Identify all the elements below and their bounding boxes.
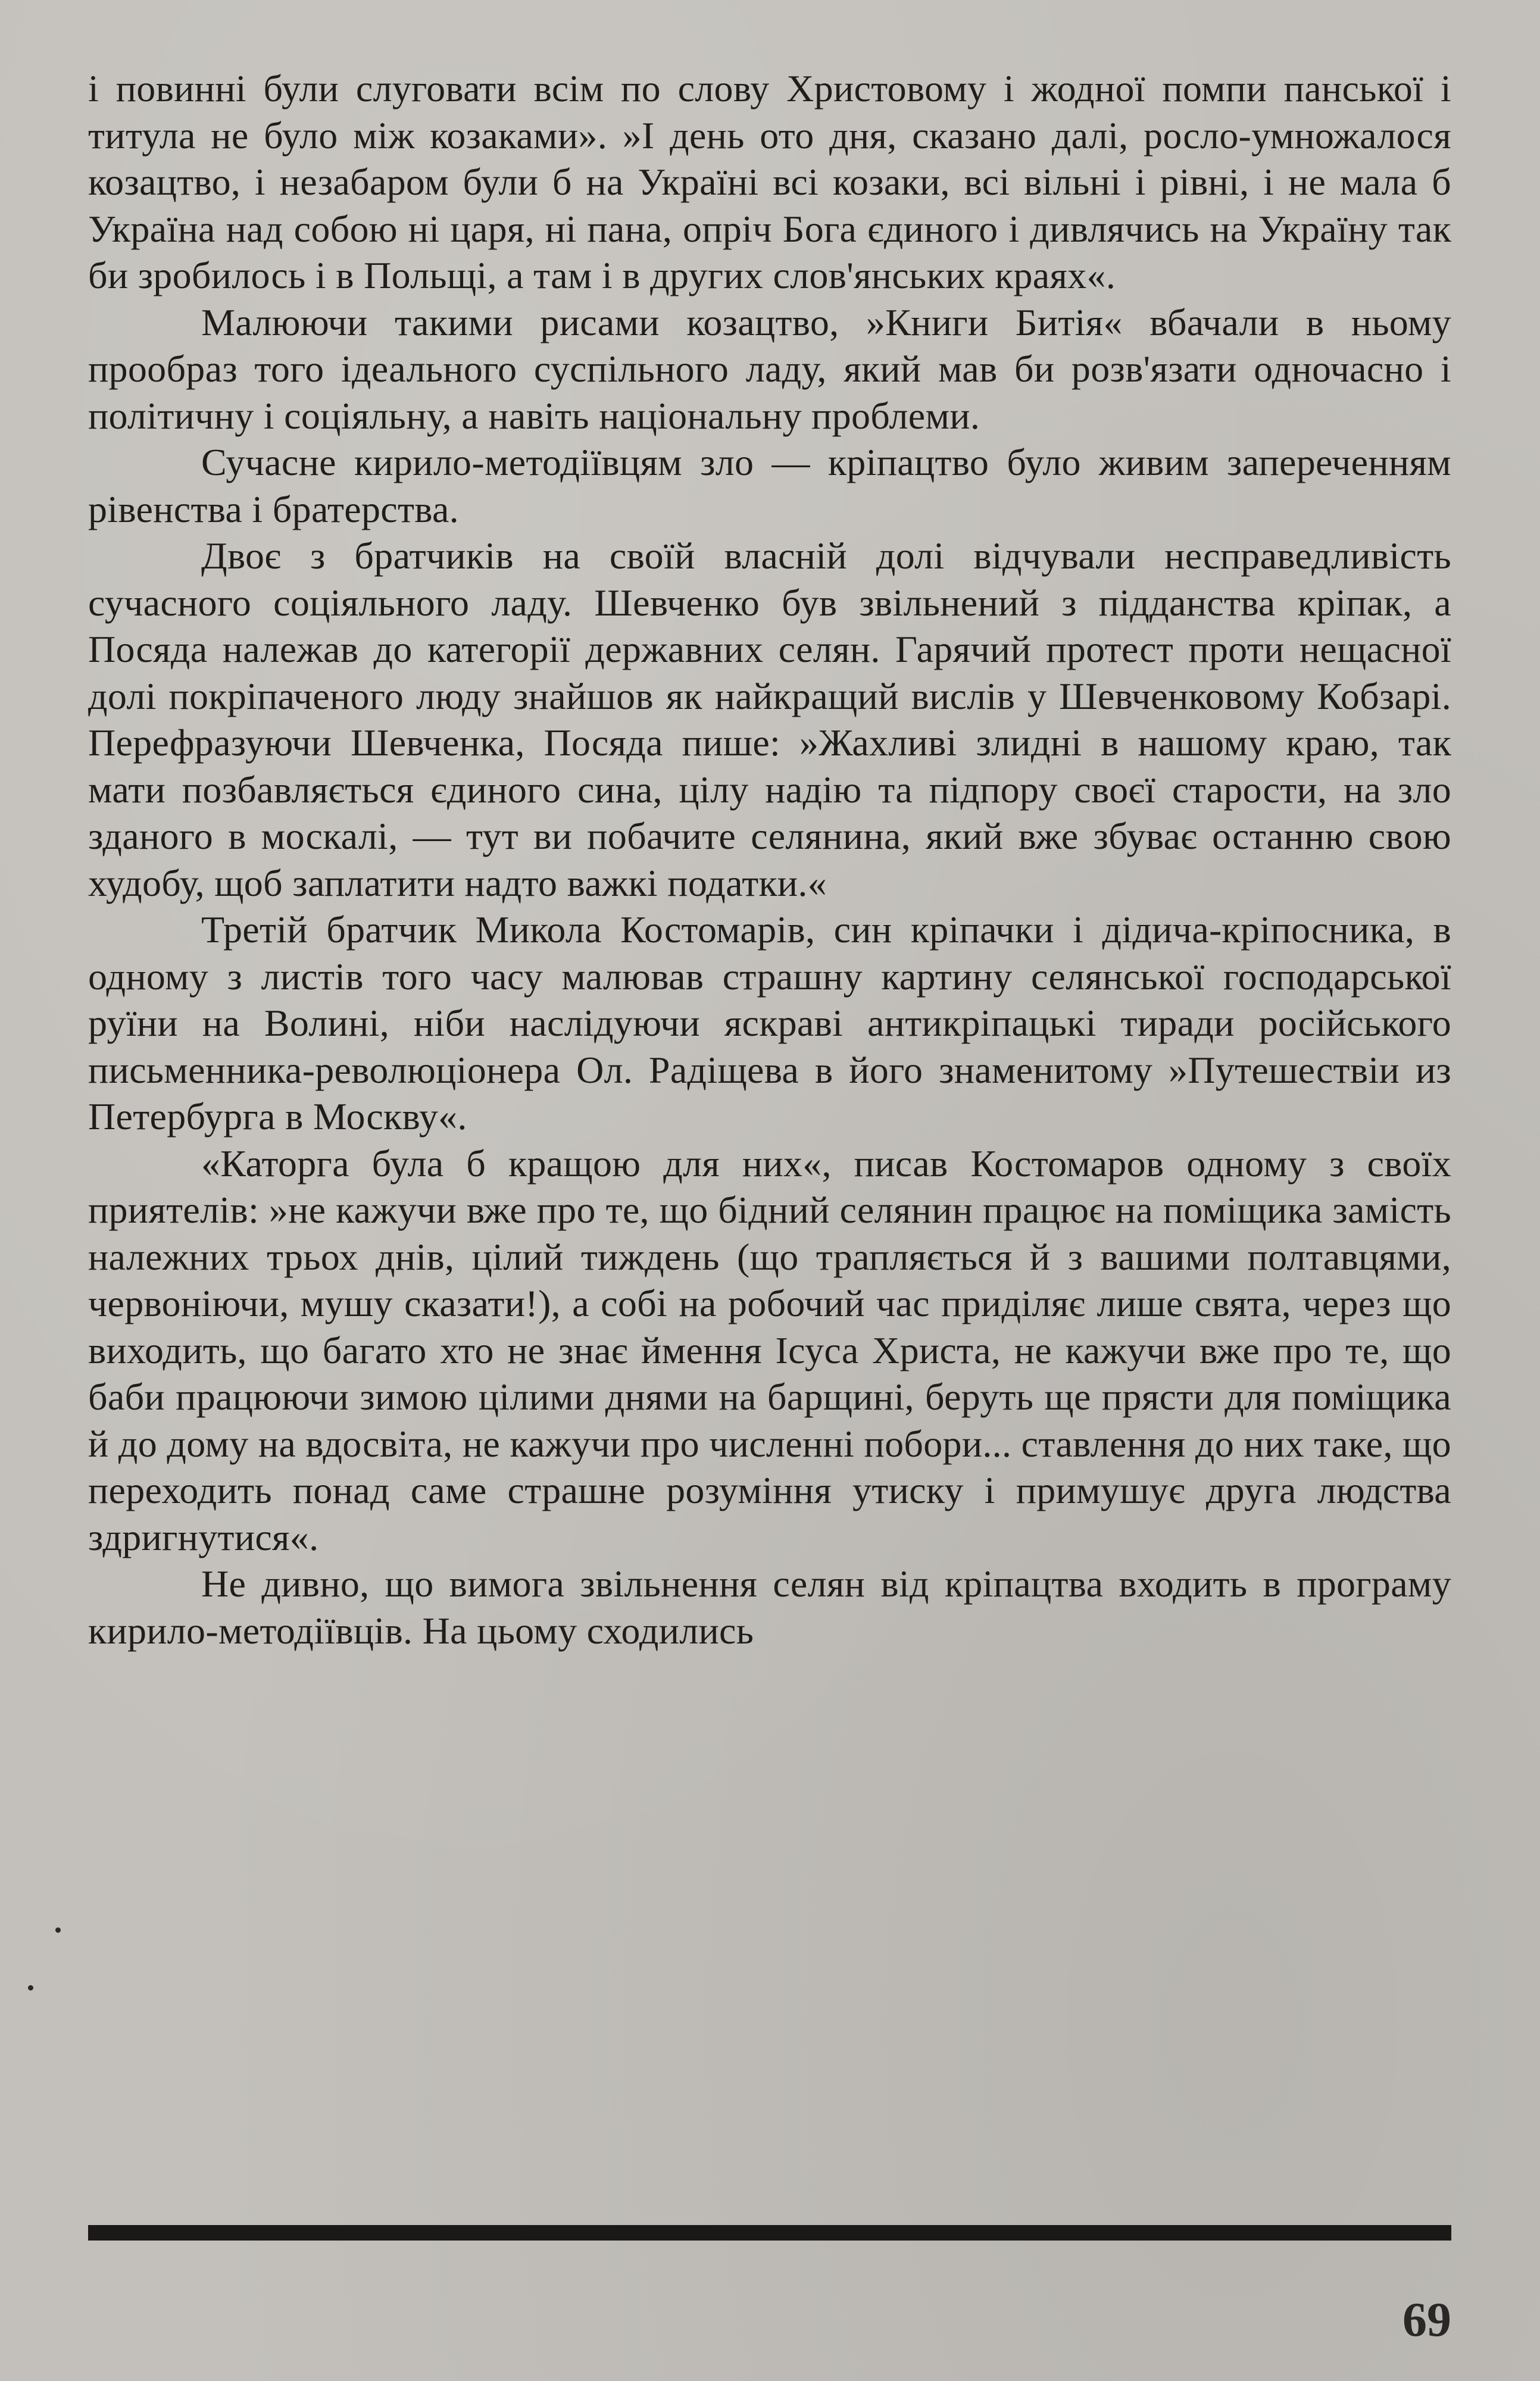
print-speck <box>55 1927 61 1933</box>
paragraph-4: Двоє з братчиків на своїй власній долі відчували несправедливість сучасного соціяльного ладу. Шевченко був звільнений з підданства кріпак, а Посяда належав до категорії державних селян. Гарячий протест проти нещасної долі покріпаченого люду знайшов як найкращий вислів у Шевченковому Кобзарі. Перефразуючи Шевченка, Посяда пише: »Жахливі злидні в нашому краю, так мати позбавляється єдиного сина, цілу надію та підпору своєї старости, на зло зданого в москалі, — тут ви побачите селянина, який вже збуває останню свою худобу, щоб заплатити надто важкі податки.« <box>88 535 1451 904</box>
bottom-rule-divider <box>88 2225 1451 2241</box>
paragraph-7: Не дивно, що вимога звільнення селян від кріпацтва входить в програму кирило-методіївців. На цьому сходились <box>88 1563 1451 1652</box>
body-text <box>88 65 1451 1654</box>
page-number: 69 <box>1402 2292 1451 2346</box>
paragraph-1: і повинні були слуговати всім по слову Христовому і жодної помпи панської і титула не було між козаками». »І день ото дня, сказано далі, росло-умножалося козацтво, і незабаром були б на Україні всі козаки, всі вільні і рівні, і не мала б Україна над собою ні царя, ні пана, опріч Бога єдиного і дивлячись на Україну так би зробилось і в Польщі, а там і в других слов'янських краях«. <box>88 67 1451 296</box>
paragraph-5: Третій братчик Микола Костомарів, син кріпачки і дідича-кріпосника, в одному з листів того часу малював страшну картину селянської господарської руїни на Волині, ніби наслідуючи яскраві антикріпацькі тиради російського письменника-революціонера Ол. Радіщева в його знаменитому »Путешествіи из Петербурга в Москву«. <box>88 908 1451 1138</box>
paragraph-3: Сучасне кирило-методіївцям зло — кріпацтво було живим запереченням рівенства і братерства. <box>88 441 1451 530</box>
paragraph-6: «Каторга була б кращою для них«, писав Костомаров одному з своїх приятелів: »не кажучи вже про те, що бідний селянин працює на поміщика замість належних трьох днів, цілий тиждень (що трапляється й з вашими полтавцями, червоніючи, мушу сказати!), а собі на робочий час приділяє лише свята, через що виходить, що багато хто не знає ймення Ісуса Христа, не кажучи вже про те, що баби працюючи зимою цілими днями на барщині, беруть ще прясти для поміщика й до дому на вдосвіта, не кажучи про численні побори... ставлення до них таке, що переходить понад саме страшне розуміння утиску і примушує друга людства здригнутися«. <box>88 1142 1451 1558</box>
paragraph-2: Малюючи такими рисами козацтво, »Книги Битія« вбачали в ньому прообраз того ідеального суспільного ладу, який мав би розв'язати одночасно і політичну і соціяльну, а навіть національну проблеми. <box>88 301 1451 437</box>
print-speck <box>28 1985 33 1991</box>
